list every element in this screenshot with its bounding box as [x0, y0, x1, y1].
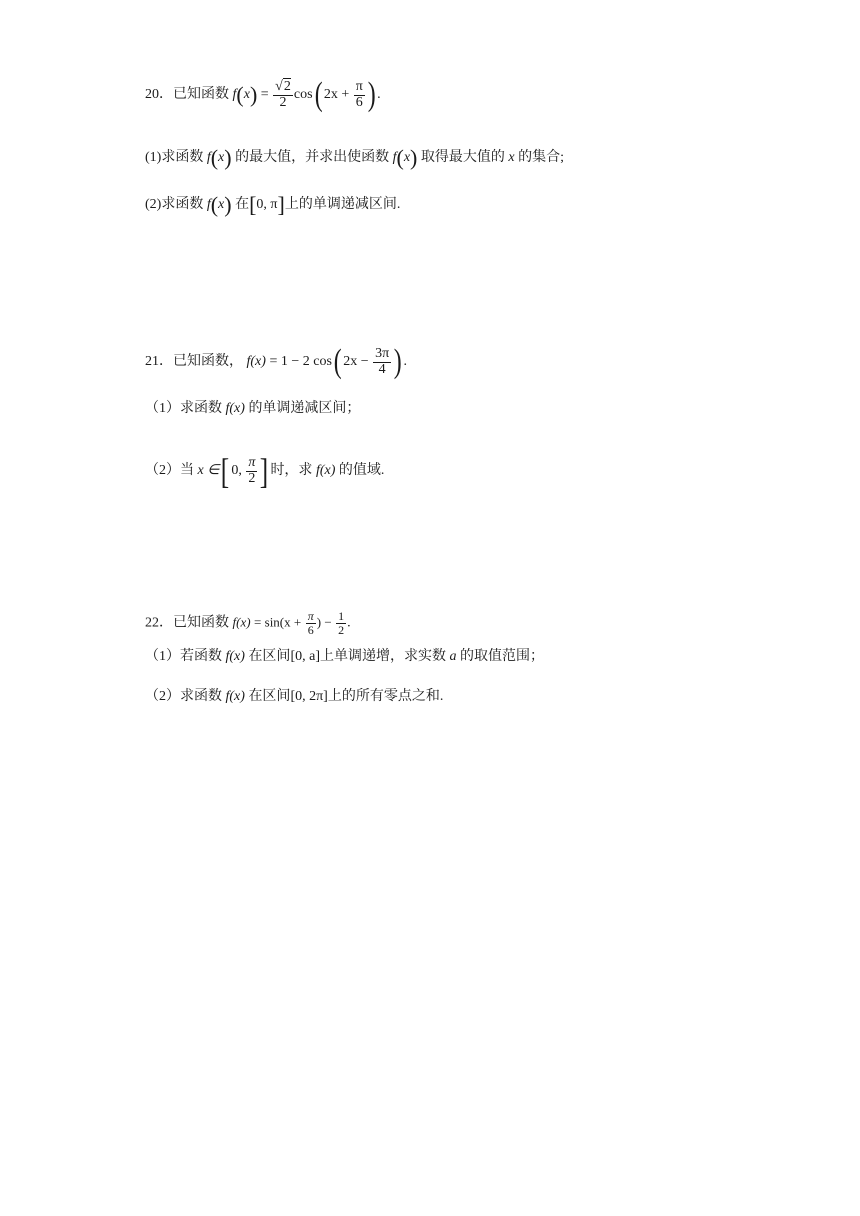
- q20-part2: (2)求函数 f(x) 在[0, π]上的单调递减区间.: [145, 192, 401, 217]
- q21-part2: （2）当 x ∈[ 0, $\frac{\pi}{2}$ ] 时，求 f(x) 的值域.: [145, 451, 385, 491]
- q20-fraction-pi-over-6: $\frac{\pi}{6}$: [355, 78, 363, 110]
- q21-label: 21．已知函数，: [145, 354, 243, 370]
- q22-fraction-1-over-2: $\frac{1}{2}$: [338, 609, 345, 637]
- q21-part1: （1）求函数 f(x) 的单调递减区间；: [145, 401, 361, 416]
- q22-fraction-pi-over-6: $\frac{\pi}{6}$: [307, 609, 314, 637]
- q20-part1: (1)求函数 f(x) 的最大值，并求出使函数 f(x) 取得最大值的 x 的集合;: [145, 145, 564, 170]
- q22-part2: （2）求函数 f(x) 在区间[0, 2π]上的所有零点之和.: [145, 689, 444, 704]
- q20-fraction-sqrt2-over-2: $\frac{√2}{2}$: [275, 78, 291, 110]
- q22-part1: （1）若函数 f(x) 在区间[0, a]上单调递增，求实数 a 的取值范围；: [145, 649, 544, 664]
- q20-stem: 20．已知函数 f(x) = $\frac{√2}{2}$ cos( 2x + $\frac{\pi}{6}$ ) .: [145, 76, 381, 113]
- q20-label: 20．已知函数: [145, 87, 229, 103]
- q22-label: 22．已知函数: [145, 615, 229, 631]
- q21-stem: 21．已知函数， f(x) = 1 − 2 cos( 2x − $\frac{3\pi}{4}$ ) .: [145, 343, 408, 380]
- q22-stem: 22．已知函数 f(x) = sin(x + $\frac{\pi}{6}$ ) − $\frac{1}{2}$ .: [145, 609, 351, 637]
- q21-fraction-pi-over-2: $\frac{\pi}{2}$: [248, 454, 256, 486]
- q21-fraction-3pi-over-4: $\frac{3\pi}{4}$: [375, 345, 390, 377]
